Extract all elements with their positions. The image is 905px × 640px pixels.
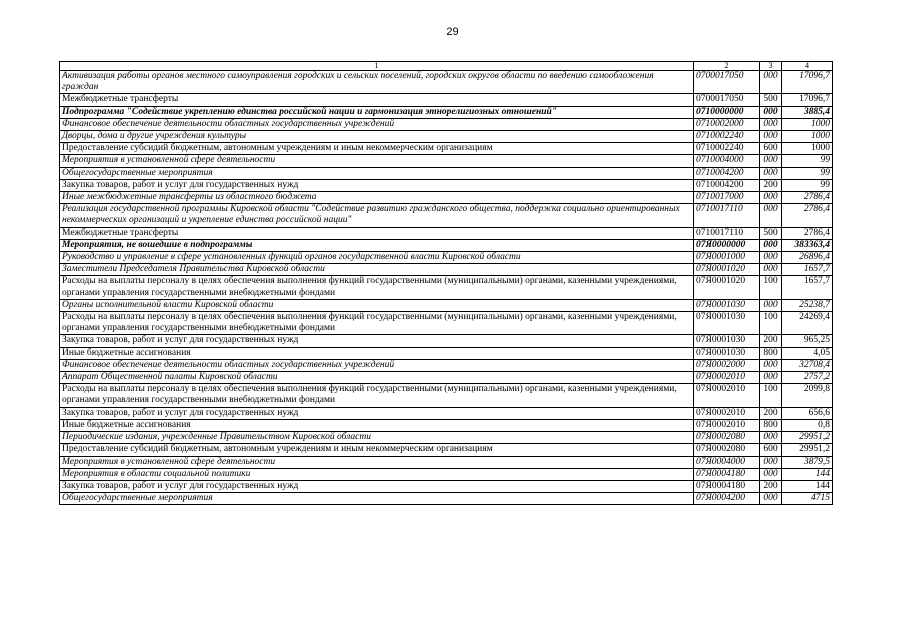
row-code-cell: 07Я0001030 — [694, 347, 760, 359]
row-vr-cell: 000 — [760, 118, 782, 130]
row-name-cell: Руководство и управление в сфере установленных функций органов государственной власти Кировской области — [60, 252, 694, 264]
row-vr-cell: 000 — [760, 252, 782, 264]
row-vr-cell: 500 — [760, 94, 782, 106]
table-row — [60, 167, 833, 179]
row-name-cell: Органы исполнительной власти Кировской области — [60, 299, 694, 311]
row-sum-cell: 2786,4 — [782, 204, 833, 227]
table-row — [60, 456, 833, 468]
row-sum-cell: 2786,4 — [782, 192, 833, 204]
row-name-cell: Расходы на выплаты персоналу в целях обеспечения выполнения функций государственными (муниципальными) органами, казенными учреждениями, органами управления государственными внебюджетными фондами — [60, 312, 694, 335]
row-sum-cell: 2786,4 — [782, 227, 833, 239]
table-row — [60, 155, 833, 167]
table-row — [60, 143, 833, 155]
table-row — [60, 192, 833, 204]
row-name-cell: Общегосударственные мероприятия — [60, 493, 694, 505]
row-sum-cell: 1657,7 — [782, 264, 833, 276]
row-name-cell: Финансовое обеспечение деятельности областных государственных учреждений — [60, 359, 694, 371]
row-code-cell: 07Я0004180 — [694, 480, 760, 492]
row-vr-cell: 000 — [760, 167, 782, 179]
row-name-cell: Мероприятия в области социальной политики — [60, 468, 694, 480]
row-vr-cell: 600 — [760, 143, 782, 155]
table-row — [60, 106, 833, 118]
row-name-cell: Расходы на выплаты персоналу в целях обеспечения выполнения функций государственными (муниципальными) органами, казенными учреждениями, органами управления государственными внебюджетными фондами — [60, 384, 694, 407]
table-row — [60, 71, 833, 94]
table-row — [60, 347, 833, 359]
row-name-cell: Аппарат Общественной палаты Кировской области — [60, 372, 694, 384]
table-row — [60, 94, 833, 106]
table-row — [60, 384, 833, 407]
row-vr-cell: 000 — [760, 359, 782, 371]
table-row — [60, 444, 833, 456]
row-vr-cell: 200 — [760, 480, 782, 492]
table-row — [60, 204, 833, 227]
row-sum-cell: 29951,2 — [782, 432, 833, 444]
row-vr-cell: 100 — [760, 276, 782, 299]
row-sum-cell: 4715 — [782, 493, 833, 505]
row-vr-cell: 800 — [760, 347, 782, 359]
table-row — [60, 312, 833, 335]
row-code-cell: 0710002240 — [694, 131, 760, 143]
row-sum-cell: 1000 — [782, 131, 833, 143]
row-vr-cell: 000 — [760, 264, 782, 276]
row-code-cell: 07Я0001020 — [694, 264, 760, 276]
row-sum-cell: 25238,7 — [782, 299, 833, 311]
table-row — [60, 276, 833, 299]
row-code-cell: 07Я0002010 — [694, 407, 760, 419]
row-sum-cell: 17096,7 — [782, 94, 833, 106]
row-name-cell: Закупка товаров, работ и услуг для государственных нужд — [60, 480, 694, 492]
row-code-cell: 07Я0004180 — [694, 468, 760, 480]
table-row — [60, 179, 833, 191]
row-name-cell: Иные бюджетные ассигнования — [60, 347, 694, 359]
header-col-sum: 4 — [782, 62, 833, 71]
row-vr-cell: 000 — [760, 71, 782, 94]
row-vr-cell: 000 — [760, 106, 782, 118]
row-name-cell: Мероприятия в установленной сфере деятельности — [60, 155, 694, 167]
table-row — [60, 372, 833, 384]
row-name-cell: Заместители Председателя Правительства Кировской области — [60, 264, 694, 276]
header-col-name: 1 — [60, 62, 694, 71]
row-vr-cell: 800 — [760, 419, 782, 431]
row-vr-cell: 200 — [760, 407, 782, 419]
row-name-cell: Реализация государственной программы Кировской области "Содействие развитию гражданского общества, поддержка социально ориентированных некоммерческих организаций и укрепление единства российской нации" — [60, 204, 694, 227]
row-sum-cell: 17096,7 — [782, 71, 833, 94]
table-row — [60, 419, 833, 431]
row-name-cell: Подпрограмма "Содействие укреплению единства российской нации и гармонизация этнорелигиозных отношений" — [60, 106, 694, 118]
row-sum-cell: 1657,7 — [782, 276, 833, 299]
row-code-cell: 0710002240 — [694, 143, 760, 155]
row-code-cell: 0710004000 — [694, 155, 760, 167]
row-vr-cell: 000 — [760, 192, 782, 204]
row-name-cell: Общегосударственные мероприятия — [60, 167, 694, 179]
table-row — [60, 264, 833, 276]
row-vr-cell: 000 — [760, 432, 782, 444]
row-sum-cell: 3885,4 — [782, 106, 833, 118]
row-sum-cell: 24269,4 — [782, 312, 833, 335]
row-sum-cell: 4,05 — [782, 347, 833, 359]
row-sum-cell: 144 — [782, 468, 833, 480]
row-name-cell: Межбюджетные трансферты — [60, 94, 694, 106]
row-name-cell: Закупка товаров, работ и услуг для государственных нужд — [60, 179, 694, 191]
row-vr-cell: 600 — [760, 444, 782, 456]
row-sum-cell: 2757,2 — [782, 372, 833, 384]
page-number: 29 — [446, 26, 459, 38]
row-sum-cell: 99 — [782, 167, 833, 179]
row-code-cell: 0710004200 — [694, 179, 760, 191]
row-code-cell: 0700017050 — [694, 71, 760, 94]
row-sum-cell: 144 — [782, 480, 833, 492]
row-code-cell: 0710017000 — [694, 192, 760, 204]
row-code-cell: 07Я0002080 — [694, 444, 760, 456]
row-vr-cell: 000 — [760, 493, 782, 505]
table-row — [60, 480, 833, 492]
row-code-cell: 07Я0001020 — [694, 276, 760, 299]
table-row — [60, 359, 833, 371]
row-code-cell: 07Я0001000 — [694, 252, 760, 264]
row-name-cell: Предоставление субсидий бюджетным, автономным учреждениям и иным некоммерческим организациям — [60, 444, 694, 456]
row-sum-cell: 2099,8 — [782, 384, 833, 407]
row-code-cell: 07Я0002010 — [694, 372, 760, 384]
table-row — [60, 239, 833, 251]
row-code-cell: 07Я0004200 — [694, 493, 760, 505]
row-code-cell: 07Я0001030 — [694, 312, 760, 335]
table-body — [60, 71, 833, 505]
row-code-cell: 0710002000 — [694, 118, 760, 130]
row-code-cell: 0710004200 — [694, 167, 760, 179]
row-vr-cell: 500 — [760, 227, 782, 239]
row-code-cell: 07Я0002010 — [694, 419, 760, 431]
row-sum-cell: 656,6 — [782, 407, 833, 419]
row-name-cell: Финансовое обеспечение деятельности областных государственных учреждений — [60, 118, 694, 130]
row-vr-cell: 100 — [760, 312, 782, 335]
row-name-cell: Дворцы, дома и другие учреждения культуры — [60, 131, 694, 143]
row-sum-cell: 32708,4 — [782, 359, 833, 371]
header-col-code: 2 — [694, 62, 760, 71]
row-code-cell: 07Я0004000 — [694, 456, 760, 468]
row-code-cell: 07Я0001030 — [694, 335, 760, 347]
table-row — [60, 131, 833, 143]
row-sum-cell: 0,8 — [782, 419, 833, 431]
table-row — [60, 335, 833, 347]
row-vr-cell: 000 — [760, 155, 782, 167]
row-sum-cell: 1000 — [782, 143, 833, 155]
row-sum-cell: 1000 — [782, 118, 833, 130]
row-name-cell: Мероприятия в установленной сфере деятельности — [60, 456, 694, 468]
row-code-cell: 0710000000 — [694, 106, 760, 118]
row-name-cell: Закупка товаров, работ и услуг для государственных нужд — [60, 407, 694, 419]
row-vr-cell: 000 — [760, 468, 782, 480]
table-row — [60, 252, 833, 264]
row-name-cell: Расходы на выплаты персоналу в целях обеспечения выполнения функций государственными (муниципальными) органами, казенными учреждениями, органами управления государственными внебюджетными фондами — [60, 276, 694, 299]
table-row — [60, 468, 833, 480]
row-code-cell: 0710017110 — [694, 227, 760, 239]
row-sum-cell: 29951,2 — [782, 444, 833, 456]
header-col-vr: 3 — [760, 62, 782, 71]
table-row — [60, 407, 833, 419]
row-sum-cell: 3879,5 — [782, 456, 833, 468]
row-code-cell: 0710017110 — [694, 204, 760, 227]
row-name-cell: Закупка товаров, работ и услуг для государственных нужд — [60, 335, 694, 347]
table-row — [60, 118, 833, 130]
row-sum-cell: 99 — [782, 179, 833, 191]
row-vr-cell: 000 — [760, 204, 782, 227]
row-name-cell: Предоставление субсидий бюджетным, автономным учреждениям и иным некоммерческим организациям — [60, 143, 694, 155]
budget-table — [59, 61, 833, 505]
row-code-cell: 07Я0002010 — [694, 384, 760, 407]
row-sum-cell: 383363,4 — [782, 239, 833, 251]
row-sum-cell: 99 — [782, 155, 833, 167]
row-vr-cell: 100 — [760, 384, 782, 407]
table-row — [60, 299, 833, 311]
row-code-cell: 07Я0000000 — [694, 239, 760, 251]
row-name-cell: Периодические издания, учрежденные Правительством Кировской области — [60, 432, 694, 444]
row-code-cell: 07Я0002000 — [694, 359, 760, 371]
row-code-cell: 07Я0002080 — [694, 432, 760, 444]
row-code-cell: 0700017050 — [694, 94, 760, 106]
row-vr-cell: 000 — [760, 456, 782, 468]
table-row — [60, 432, 833, 444]
row-name-cell: Иные межбюджетные трансферты из областного бюджета — [60, 192, 694, 204]
row-name-cell: Мероприятия, не вошедшие в подпрограммы — [60, 239, 694, 251]
table-header-row — [60, 62, 833, 71]
table-row — [60, 493, 833, 505]
row-vr-cell: 000 — [760, 131, 782, 143]
row-name-cell: Активизация работы органов местного самоуправления городских и сельских поселений, городских округов области по введению самообложения граждан — [60, 71, 694, 94]
row-vr-cell: 000 — [760, 239, 782, 251]
row-vr-cell: 200 — [760, 179, 782, 191]
table-row — [60, 227, 833, 239]
row-name-cell: Иные бюджетные ассигнования — [60, 419, 694, 431]
row-vr-cell: 000 — [760, 372, 782, 384]
row-vr-cell: 200 — [760, 335, 782, 347]
row-sum-cell: 965,25 — [782, 335, 833, 347]
row-sum-cell: 26896,4 — [782, 252, 833, 264]
row-code-cell: 07Я0001030 — [694, 299, 760, 311]
row-vr-cell: 000 — [760, 299, 782, 311]
row-name-cell: Межбюджетные трансферты — [60, 227, 694, 239]
